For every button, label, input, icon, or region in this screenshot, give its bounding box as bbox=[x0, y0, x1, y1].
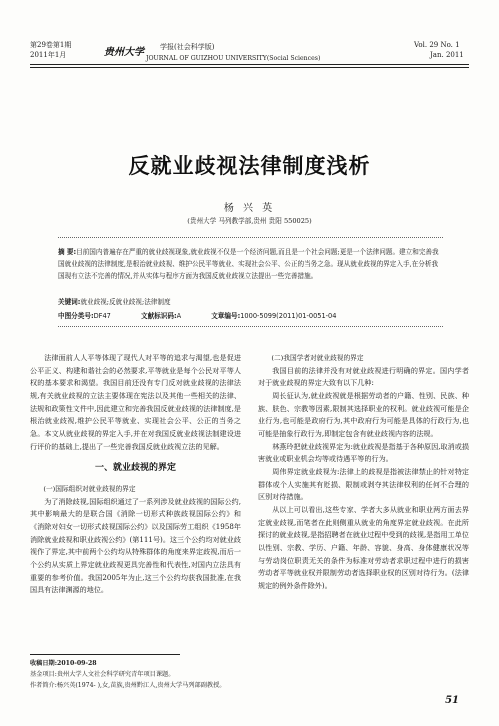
journal-name-cn: 学报(社会科学版) bbox=[160, 43, 215, 51]
right-column bbox=[258, 352, 469, 592]
author-bio: 作者简介:杨兴英(1974- ),女,苗族,贵州黔江人,贵州大学马列部副教授。 bbox=[30, 682, 226, 689]
fund-note: 基金项目:贵州大学人文社会科学研究青年项目课题。 bbox=[30, 671, 175, 678]
header-rule bbox=[30, 64, 469, 65]
paragraph: 周长征认为,就业歧视就是根据劳动者的户籍、性别、民族、种族、肤色、宗教等因素,限制其选择职业的权利。就业歧视可能是企业行为,也可能是政府行为,其中政府行为可能是具体的行政行为,也可能是抽象行政行为,即制定包含有就业歧视内容的法规。 bbox=[258, 390, 469, 438]
received-date: 收稿日期:2010-09-28 bbox=[30, 660, 97, 667]
abstract-text: 目前国内普遍存在严重的就业歧视现象,就业歧视不仅是一个经济问题,而且是一个社会问题;更是一个法律问题。建立和完善我国就业歧视的法律制度,是根治就业歧视、维护公民平等就业、实现社会公平、公正的当务之急。现从就业歧视的界定入手,在分析我国现有立法不完善的情况,并从实体与程序方面为我国反就业歧视立法提出一些完善措施。 bbox=[58, 248, 439, 280]
keywords-text: 就业歧视;反就业歧视;法律制度 bbox=[80, 298, 171, 306]
svg-text:贵州大学: 贵州大学 bbox=[104, 47, 144, 57]
journal-name-en: JOURNAL OF GUIZHOU UNIVERSITY(Social Sciences) bbox=[146, 55, 321, 62]
header-rule-thin bbox=[30, 67, 469, 68]
paragraph: 从以上可以看出,这些专家、学者大多从就业和职业两方面去界定就业歧视,而笔者在此则侧重从就业的角度界定就业歧视。在此所探讨的就业歧视,是指招聘者在就业过程中受到的歧视,是指用工单位以性别、宗教、学历、户籍、年龄、容貌、身高、身体健康状况等与劳动岗位职责无关的条件为标准对劳动者求职过程中进行的损害劳动者平等就业权并限制劳动者选择职业权的区别对待行为。(法律规定的例外条件除外)。 bbox=[258, 504, 469, 590]
author-name: 杨 兴 英 bbox=[223, 203, 276, 214]
left-column bbox=[30, 352, 241, 597]
author-affiliation: (贵州大学 马列教学部,贵州 贵阳 550025) bbox=[187, 217, 312, 225]
volume-label-cn: 第29卷第1期 bbox=[30, 41, 72, 49]
subsection-heading-2: (二)我国学者对就业歧视的界定 bbox=[271, 354, 364, 362]
article-number: 文章编号:1000-5099(2011)01-0051-04 bbox=[211, 312, 337, 320]
document-code: 文献标识码:A bbox=[140, 312, 182, 320]
intro-paragraph: 法律面前人人平等体现了现代人对平等的追求与渴望,也是促进公平正义、构建和谐社会的必然要求,平等就业是每个公民对平等人权的基本要求和渴望。我国目前还没有专门反对就业歧视的法律法规,有关就业歧视的立法主要体现在宪法以及其他一些相关的法律、法规和政策性文件中,因此建立和完善我国反就业歧视的法律制度,是根治就业歧视,维护公民平等就业、实现社会公平、公正的当务之急。本文从就业歧视的界定入手,并在对我国反就业歧视法制建设进行评价的基础上,提出了一些完善我国反就业歧视立法的见解。 bbox=[30, 353, 241, 451]
article-title: 反就业歧视法律制度浅析 bbox=[128, 154, 371, 178]
page-number: 51 bbox=[445, 695, 459, 706]
date-label-cn: 2011年1月 bbox=[30, 51, 67, 59]
abstract-label: 摘 要: bbox=[58, 248, 77, 256]
subsection-heading-1: (一)国际组织对就业歧视的界定 bbox=[43, 484, 136, 493]
footnotes bbox=[30, 658, 470, 691]
paragraph: 周伟界定就业歧视为:法律上的歧视是指被法律禁止的针对特定群体或个人实施其有贬损、限制或剥夺其法律权利的任何不合理的区别对待措施。 bbox=[258, 466, 469, 502]
keywords-label: 关键词: bbox=[58, 298, 81, 306]
classification-row bbox=[58, 310, 364, 320]
paragraph: 为了消除歧视,国际组织通过了一系列涉及就业歧视的国际公约,其中影响最大的是联合国《消除一切形式种族歧视国际公约》和《消除对妇女一切形式歧视国际公约》以及国际劳工组织《1958年消除就业歧视和职业歧视公约》(第111号)。这三个公约均对就业歧视作了界定,其中前两个公约均从特殊群体的角度来界定歧视,而后一个公约从实质上界定就业歧视更具完善性和代表性,对国内立法具有重要的参考价值。我国2005年为止,这三个公约均获我国批准,在我国具有法律渊源的地位。 bbox=[30, 496, 241, 595]
abstract-bottom-rule bbox=[58, 326, 443, 328]
date-label-en: Jan. 2011 bbox=[430, 51, 464, 59]
abstract bbox=[58, 246, 443, 282]
abstract-top-rule bbox=[58, 237, 443, 239]
paragraph: 我国目前的法律并没有对就业歧视进行明确的界定。国内学者对于就业歧视的界定大致有以下几种: bbox=[258, 365, 469, 388]
keywords bbox=[58, 296, 443, 308]
clc-code: 中图分类号:DF47 bbox=[58, 312, 111, 320]
footnote-rule bbox=[30, 654, 180, 655]
volume-label-en: Vol. 29 No. 1 bbox=[414, 41, 460, 49]
paragraph: 林燕玲把就业歧视界定为:就业歧视是指基于各种原因,取消或损害就业或职业机会均等或待遇平等的行为。 bbox=[258, 441, 469, 464]
section-heading-1: 一、就业歧视的界定 bbox=[94, 463, 176, 474]
